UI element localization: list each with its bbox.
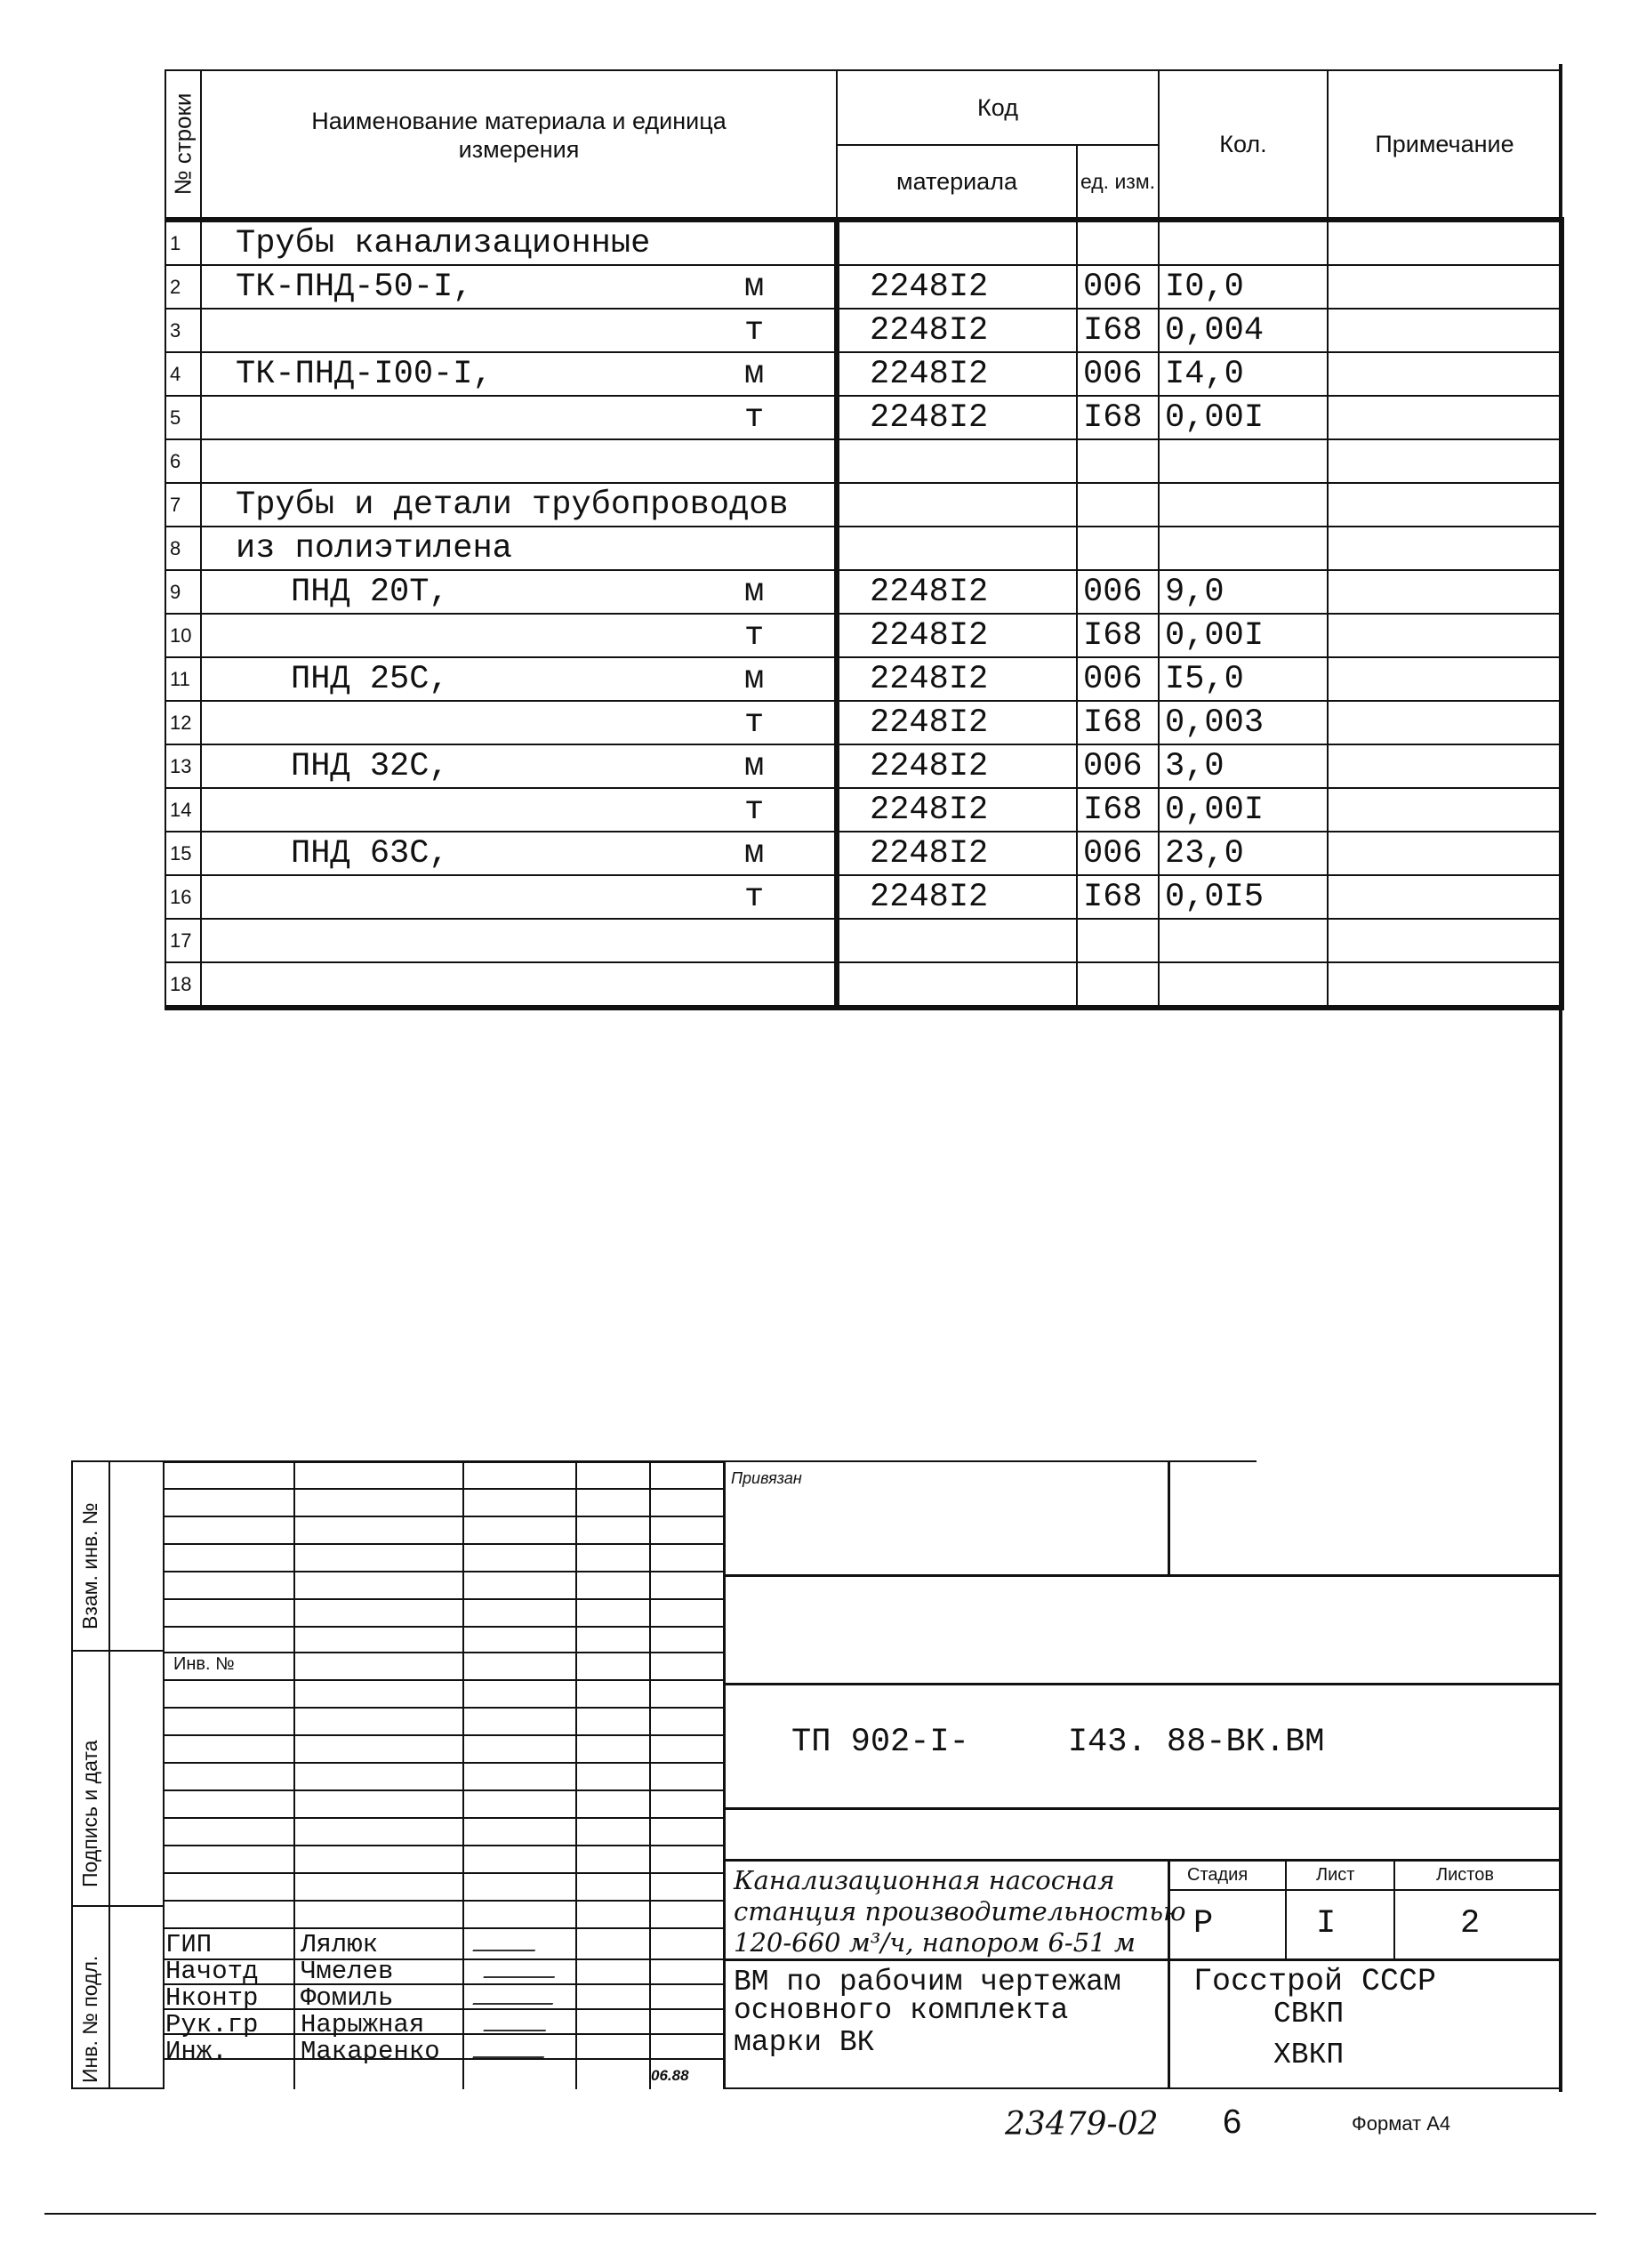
project-title-line-1: Канализационная насосная xyxy=(734,1865,1115,1895)
signature xyxy=(483,1960,560,1978)
material-name xyxy=(201,439,837,483)
material-name-text: ПНД 20Т, xyxy=(291,573,449,611)
table-row xyxy=(165,527,1562,570)
material-unit: т xyxy=(744,878,765,916)
note xyxy=(1328,220,1562,265)
staff-name: Макаренко xyxy=(301,2037,440,2066)
material-unit: т xyxy=(744,791,765,829)
table-row xyxy=(165,614,1562,657)
note xyxy=(1328,396,1562,439)
note xyxy=(1328,614,1562,657)
quantity: 0,004 xyxy=(1159,309,1328,352)
note xyxy=(1328,962,1562,1008)
row-number: 4 xyxy=(165,352,201,396)
doc-name-line-2: основного комплекта xyxy=(734,1994,1069,2027)
table-row xyxy=(165,570,1562,614)
material-code xyxy=(837,220,1077,265)
row-number: 16 xyxy=(165,875,201,919)
sheets-label: Листов xyxy=(1436,1865,1494,1885)
sheet-label: Лист xyxy=(1316,1865,1355,1885)
header-note: Примечание xyxy=(1328,70,1562,220)
header-qty: Кол. xyxy=(1159,70,1328,220)
quantity: 0,00I xyxy=(1159,614,1328,657)
unit-code: I68 xyxy=(1077,875,1159,919)
staff-name: Лялюк xyxy=(301,1930,379,1959)
note xyxy=(1328,309,1562,352)
material-code: 2248I2 xyxy=(837,309,1077,352)
row-number: 6 xyxy=(165,439,201,483)
material-name xyxy=(201,962,837,1008)
doc-name-line-1: ВМ по рабочим чертежам xyxy=(734,1966,1121,1999)
podpis-data-label: Подпись и дата xyxy=(78,1740,101,1887)
table-row xyxy=(165,657,1562,701)
row-number: 11 xyxy=(165,657,201,701)
unit-code: 006 xyxy=(1077,744,1159,788)
org-line-2: СВКП xyxy=(1273,1998,1345,2031)
unit-code: I68 xyxy=(1077,396,1159,439)
row-number: 2 xyxy=(165,265,201,309)
material-name xyxy=(201,570,837,614)
staff-role: ГИП xyxy=(165,1930,213,1959)
note xyxy=(1328,352,1562,396)
quantity: 0,00I xyxy=(1159,396,1328,439)
material-name-text: Трубы и детали трубопроводов xyxy=(236,486,789,524)
quantity: I0,0 xyxy=(1159,265,1328,309)
material-code xyxy=(837,962,1077,1008)
materials-table xyxy=(165,69,1564,1010)
material-code xyxy=(837,527,1077,570)
material-code: 2248I2 xyxy=(837,657,1077,701)
row-number: 14 xyxy=(165,788,201,832)
unit-code: 006 xyxy=(1077,657,1159,701)
table-row xyxy=(165,919,1562,962)
table-row xyxy=(165,701,1562,744)
project-title-line-2: станция производительностью xyxy=(734,1896,1186,1926)
quantity xyxy=(1159,483,1328,527)
note xyxy=(1328,265,1562,309)
row-number: 18 xyxy=(165,962,201,1008)
staff-role: Инж. xyxy=(165,2037,228,2066)
material-name xyxy=(201,265,837,309)
material-unit: м xyxy=(744,660,765,698)
material-code: 2248I2 xyxy=(837,614,1077,657)
signature xyxy=(472,1934,541,1951)
material-name xyxy=(201,744,837,788)
header-name: Наименование материала и единица измерения xyxy=(201,70,837,220)
row-number: 10 xyxy=(165,614,201,657)
table-row xyxy=(165,875,1562,919)
quantity: 3,0 xyxy=(1159,744,1328,788)
material-name-text: ПНД 63С, xyxy=(291,834,449,873)
project-title-line-3: 120-660 м³/ч, напором 6-51 м xyxy=(734,1927,1136,1958)
signature xyxy=(472,1987,558,2005)
material-name xyxy=(201,919,837,962)
quantity xyxy=(1159,439,1328,483)
date: 06.88 xyxy=(651,2067,689,2084)
table-body xyxy=(165,220,1562,1008)
note xyxy=(1328,527,1562,570)
material-unit: м xyxy=(744,573,765,611)
material-name xyxy=(201,832,837,875)
table-row xyxy=(165,396,1562,439)
material-unit: м xyxy=(744,834,765,873)
doc-name-line-3: марки ВК xyxy=(734,2026,875,2059)
table-row xyxy=(165,309,1562,352)
header-code: Код xyxy=(837,70,1159,145)
note xyxy=(1328,919,1562,962)
note xyxy=(1328,744,1562,788)
material-code: 2248I2 xyxy=(837,352,1077,396)
frame-bottom-rule xyxy=(44,2213,1596,2215)
material-unit: м xyxy=(744,355,765,393)
material-code xyxy=(837,439,1077,483)
note xyxy=(1328,483,1562,527)
row-number: 1 xyxy=(165,220,201,265)
material-code: 2248I2 xyxy=(837,265,1077,309)
vzam-inv-label: Взам. инв. № xyxy=(78,1502,101,1629)
material-code: 2248I2 xyxy=(837,744,1077,788)
material-name xyxy=(201,396,837,439)
unit-code xyxy=(1077,919,1159,962)
table-row xyxy=(165,439,1562,483)
format-label: Формат А4 xyxy=(1352,2112,1451,2135)
document-code: ТП 902-I- I43. 88-ВК.ВМ xyxy=(791,1724,1325,1761)
org-line-1: Госстрой СССР xyxy=(1193,1964,1437,1999)
quantity: 23,0 xyxy=(1159,832,1328,875)
unit-code: I68 xyxy=(1077,309,1159,352)
footer-number: 23479-02 xyxy=(1005,2106,1159,2143)
unit-code: 006 xyxy=(1077,265,1159,309)
header-material: материала xyxy=(837,145,1077,220)
quantity: I4,0 xyxy=(1159,352,1328,396)
quantity: 0,0I5 xyxy=(1159,875,1328,919)
row-number: 12 xyxy=(165,701,201,744)
material-name-text: ТК-ПНД-I00-I, xyxy=(236,355,493,393)
table-row xyxy=(165,483,1562,527)
quantity xyxy=(1159,220,1328,265)
unit-code xyxy=(1077,439,1159,483)
sheets-value: 2 xyxy=(1460,1905,1481,1942)
material-name-text: Трубы канализационные xyxy=(236,224,651,262)
material-unit: т xyxy=(744,616,765,655)
material-unit: т xyxy=(744,311,765,350)
inv-podl-label: Инв. № подл. xyxy=(78,1955,101,2083)
quantity xyxy=(1159,527,1328,570)
staff-name: Нарыжная xyxy=(301,2010,425,2039)
material-name-text: ПНД 25С, xyxy=(291,660,449,698)
material-name-text: ПНД 32С, xyxy=(291,747,449,785)
material-code: 2248I2 xyxy=(837,396,1077,439)
staff-role: Начотд xyxy=(165,1957,259,1986)
staff-name: Чмелев xyxy=(301,1957,394,1986)
row-number: 9 xyxy=(165,570,201,614)
unit-code: 006 xyxy=(1077,832,1159,875)
material-name xyxy=(201,701,837,744)
table-row xyxy=(165,788,1562,832)
header-unit-code: ед. изм. xyxy=(1077,145,1159,220)
quantity: I5,0 xyxy=(1159,657,1328,701)
material-name xyxy=(201,657,837,701)
unit-code: I68 xyxy=(1077,788,1159,832)
note xyxy=(1328,832,1562,875)
material-name-text: из полиэтилена xyxy=(236,529,512,567)
material-name xyxy=(201,220,837,265)
note xyxy=(1328,657,1562,701)
row-number: 5 xyxy=(165,396,201,439)
row-number: 17 xyxy=(165,919,201,962)
note xyxy=(1328,439,1562,483)
quantity: 0,00I xyxy=(1159,788,1328,832)
note xyxy=(1328,701,1562,744)
header-row-number: № строки xyxy=(165,70,201,220)
signature xyxy=(483,2014,551,2031)
material-name xyxy=(201,309,837,352)
table-row xyxy=(165,962,1562,1008)
material-code xyxy=(837,919,1077,962)
privyazan-label: Привязан xyxy=(731,1469,802,1487)
staff-name: Фомиль xyxy=(301,1983,394,2013)
unit-code xyxy=(1077,483,1159,527)
stage-value: Р xyxy=(1193,1905,1214,1942)
title-block xyxy=(71,1460,1561,2089)
unit-code xyxy=(1077,962,1159,1008)
table-row xyxy=(165,744,1562,788)
staff-role: Рук.гр xyxy=(165,2010,259,2039)
unit-code xyxy=(1077,527,1159,570)
quantity xyxy=(1159,919,1328,962)
note xyxy=(1328,875,1562,919)
table-row xyxy=(165,265,1562,309)
material-code: 2248I2 xyxy=(837,875,1077,919)
material-unit: т xyxy=(744,704,765,742)
material-code xyxy=(837,483,1077,527)
inv-no-label: Инв. № xyxy=(173,1654,235,1674)
material-name-text: ТК-ПНД-50-I, xyxy=(236,268,473,306)
material-name xyxy=(201,788,837,832)
row-number: 7 xyxy=(165,483,201,527)
material-code: 2248I2 xyxy=(837,701,1077,744)
material-unit: м xyxy=(744,268,765,306)
unit-code: 006 xyxy=(1077,570,1159,614)
material-code: 2248I2 xyxy=(837,832,1077,875)
row-number: 3 xyxy=(165,309,201,352)
note xyxy=(1328,788,1562,832)
footer-page: 6 xyxy=(1223,2103,1242,2141)
table-row xyxy=(165,352,1562,396)
unit-code: 006 xyxy=(1077,352,1159,396)
quantity xyxy=(1159,962,1328,1008)
material-name xyxy=(201,352,837,396)
material-code: 2248I2 xyxy=(837,570,1077,614)
material-unit: м xyxy=(744,747,765,785)
stage-label: Стадия xyxy=(1187,1865,1249,1885)
org-line-3: ХВКП xyxy=(1273,2039,1345,2071)
material-unit: т xyxy=(744,398,765,437)
table-row xyxy=(165,832,1562,875)
note xyxy=(1328,570,1562,614)
quantity: 0,003 xyxy=(1159,701,1328,744)
unit-code: I68 xyxy=(1077,614,1159,657)
material-name xyxy=(201,614,837,657)
signature xyxy=(472,2040,550,2058)
row-number: 13 xyxy=(165,744,201,788)
material-name xyxy=(201,483,837,527)
staff-role: Нконтр xyxy=(165,1983,259,2013)
table-row xyxy=(165,220,1562,265)
row-number: 15 xyxy=(165,832,201,875)
unit-code xyxy=(1077,220,1159,265)
sheet-value: I xyxy=(1316,1905,1337,1942)
material-name xyxy=(201,527,837,570)
material-name xyxy=(201,875,837,919)
unit-code: I68 xyxy=(1077,701,1159,744)
material-code: 2248I2 xyxy=(837,788,1077,832)
quantity: 9,0 xyxy=(1159,570,1328,614)
row-number: 8 xyxy=(165,527,201,570)
